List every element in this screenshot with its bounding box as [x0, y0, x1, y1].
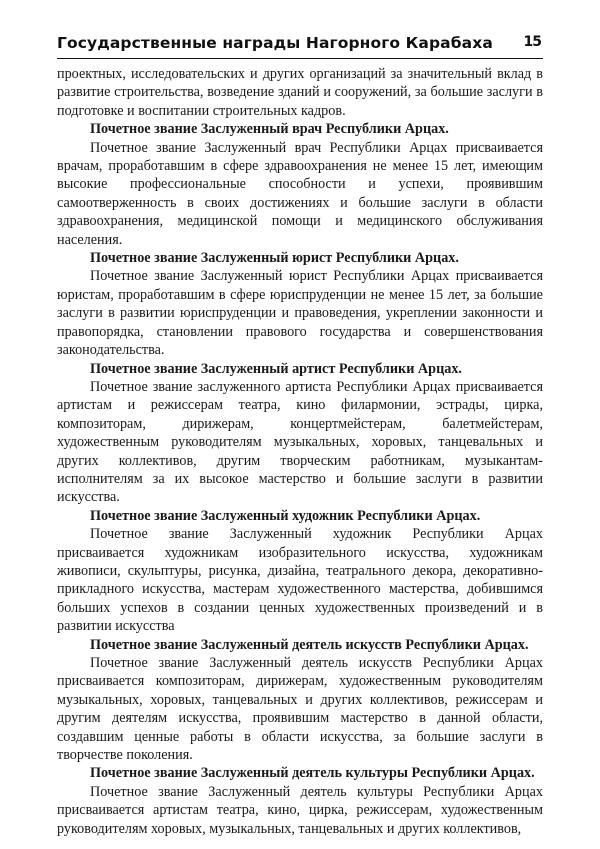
- section-heading-lawyer: Почетное звание Заслуженный юрист Республики Арцах.: [90, 250, 459, 267]
- section-body-doctor: Почетное звание Заслуженный врач Республики Арцах присваивается врачам, проработавшим в сфере здравоохранения не менее 15 лет, имеющим высокие профессиональные способности и успехи, проявившим самоотверженность в своих достижениях и большие заслуги в области здравоохранения, медицинской помощи и медицинского обслуживания населения.: [57, 139, 543, 248]
- section-body-culture-figure: Почетное звание Заслуженный деятель культуры Республики Арцах присваивается артистам театра, кино, цирка, режиссерам, художественным руководителям хоровых, музыкальных, танцевальных и других коллективов,: [57, 783, 543, 837]
- section-body-lawyer: Почетное звание Заслуженный юрист Республики Арцах присваивается юристам, проработавшим в сфере юриспруденции не менее 15 лет, за большие заслуги в развитии юриспруденции и правоведения, укреплении законности и правопорядка, становлении правового государства и совершенствования законодательства.: [57, 268, 543, 359]
- section-heading-arts-figure: Почетное звание Заслуженный деятель искусств Республики Арцах.: [90, 636, 529, 653]
- section-heading-doctor: Почетное звание Заслуженный врач Республики Арцах.: [90, 121, 449, 138]
- section-heading-culture-figure: Почетное звание Заслуженный деятель культуры Республики Арцах.: [90, 765, 535, 782]
- document-body: [57, 65, 543, 838]
- section-body-painter: Почетное звание Заслуженный художник Республики Арцах присваивается художникам изобразительного искусства, художникам живописи, скульптуры, рисунка, дизайна, театрального декора, декоративно-прикладного искусства, мастерам художественного мастерства, добившимся больших успехов в создании ценных художественных произведений и в развитии искусства: [57, 526, 543, 635]
- section-heading-painter: Почетное звание Заслуженный художник Республики Арцах.: [90, 507, 481, 524]
- section-heading-artist: Почетное звание Заслуженный артист Республики Арцах.: [90, 360, 462, 377]
- section-body-arts-figure: Почетное звание Заслуженный деятель искусств Республики Арцах присваивается композиторам, дирижерам, художественным руководителям музыкальных, хоровых, танцевальных и других коллективов, режиссерам и другим деятелям искусства, проявившим мастерство в данной области, создавшим ценные работы в области искусства, за большие заслуги в творчестве поколения.: [57, 655, 543, 764]
- section-body-artist: Почетное звание заслуженного артиста Республики Арцах присваивается артистам и режиссерам театра, кино филармонии, эстрады, цирка, композиторам, дирижерам, концертмейстерам, балетмейстерам, художественным руководителям музыкальных, хоровых, танцевальных и других коллективов, другим творческим работникам, музыкантам-исполнителям за их высокое мастерство и большие заслуги в развитии искусства.: [57, 378, 543, 506]
- page-header: [57, 32, 543, 59]
- intro-paragraph: проектных, исследовательских и других организаций за значительный вклад в развитие строительства, возведение зданий и сооружений, за большие заслуги в подготовке и воспитании строительных кадров.: [57, 66, 543, 119]
- running-title: Государственные награды Нагорного Карабаха: [57, 34, 493, 52]
- page-number: 15: [523, 34, 541, 50]
